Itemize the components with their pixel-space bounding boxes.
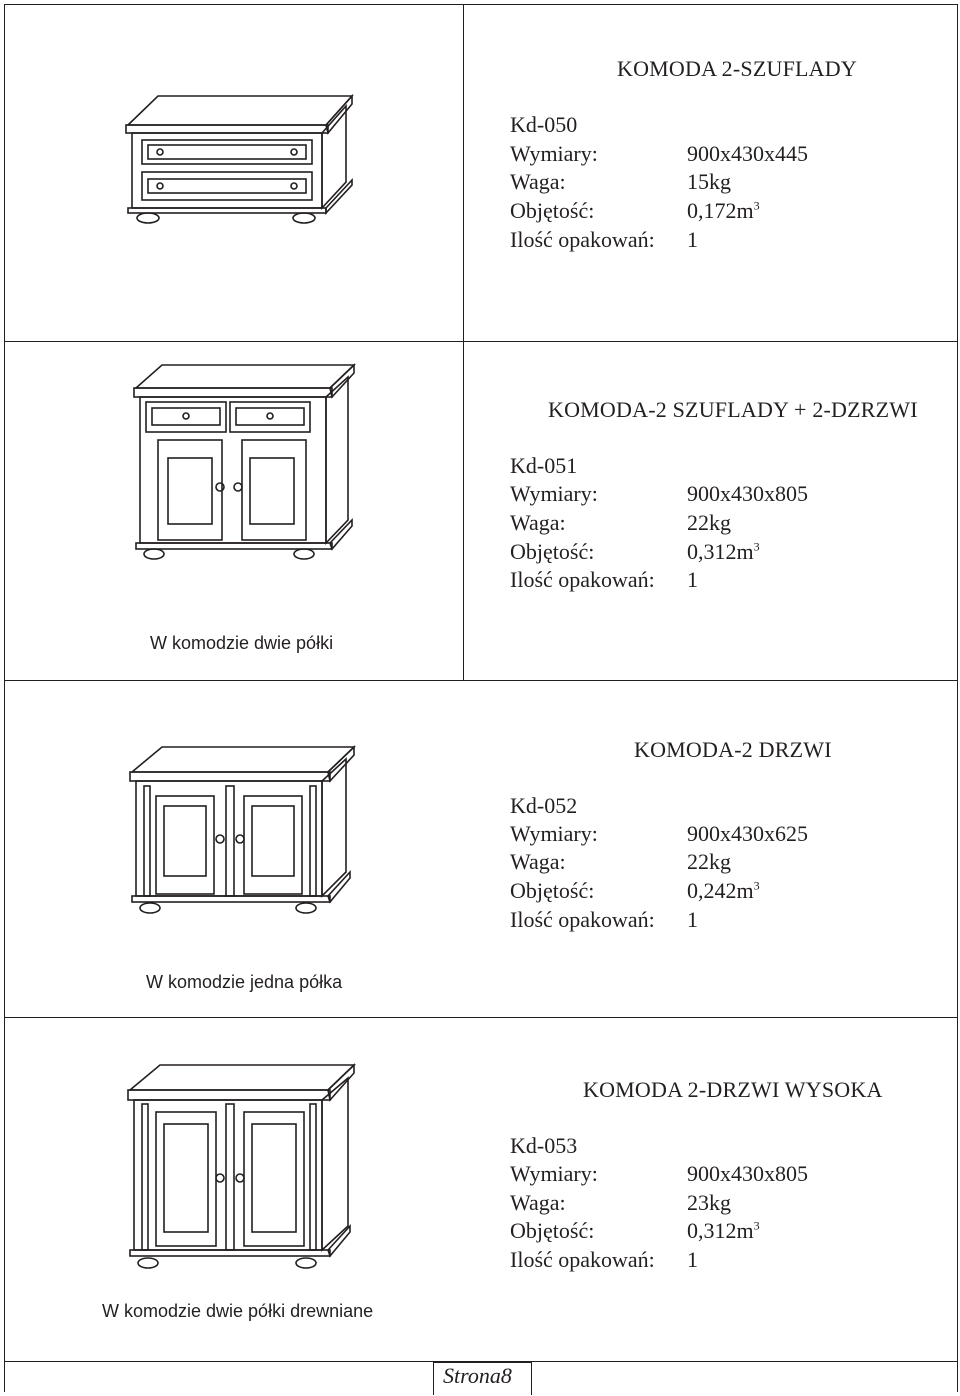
product-title: KOMODA-2 DRZWI (634, 737, 832, 762)
spec-value: 900x430x625 (687, 821, 808, 846)
spec-value: 15kg (687, 169, 731, 194)
tall-chest-two-doors-drawing (120, 1060, 365, 1275)
spec-label: Objętość: (510, 198, 595, 223)
product-title: KOMODA 2-DRZWI WYSOKA (583, 1077, 883, 1102)
grid-line-1 (4, 341, 958, 342)
volume-number: 0,242m (687, 878, 754, 903)
spec-value (687, 878, 760, 904)
product-note: W komodzie jedna półka (146, 972, 343, 992)
spec-label: Wymiary: (510, 1161, 598, 1186)
product-title: KOMODA-2 SZUFLADY + 2-DZRZWI (548, 397, 918, 422)
chest-two-drawers-two-doors-drawing (128, 360, 368, 565)
spec-label: Wymiary: (510, 821, 598, 846)
grid-line-right (957, 4, 958, 1392)
product-title: KOMODA 2-SZUFLADY (617, 56, 857, 81)
spec-label: Ilość opakowań: (510, 1247, 655, 1272)
spec-value (687, 198, 760, 224)
spec-label: Waga: (510, 510, 566, 535)
grid-line-top (4, 4, 958, 5)
chest-two-doors-drawing (124, 742, 364, 917)
spec-label: Waga: (510, 849, 566, 874)
volume-exponent: 3 (753, 539, 760, 554)
volume-number: 0,172m (687, 198, 754, 223)
page-label: Strona8 (443, 1363, 512, 1388)
spec-label: Objętość: (510, 878, 595, 903)
spec-value: 1 (687, 227, 698, 252)
spec-label: Wymiary: (510, 141, 598, 166)
spec-value: 900x430x445 (687, 141, 808, 166)
grid-line-2 (4, 680, 958, 681)
spec-value: 22kg (687, 510, 731, 535)
spec-value (687, 1218, 760, 1244)
spec-label: Wymiary: (510, 481, 598, 506)
grid-line-left (4, 4, 5, 1392)
volume-exponent: 3 (753, 1218, 760, 1233)
volume-exponent: 3 (753, 198, 760, 213)
product-code: Kd-051 (510, 453, 578, 478)
spec-value: 22kg (687, 849, 731, 874)
product-code: Kd-052 (510, 793, 578, 818)
spec-label: Waga: (510, 1190, 566, 1215)
spec-label: Waga: (510, 169, 566, 194)
grid-line-middle (463, 4, 464, 680)
spec-value: 1 (687, 1247, 698, 1272)
spec-label: Objętość: (510, 539, 595, 564)
spec-value: 1 (687, 567, 698, 592)
spec-value: 900x430x805 (687, 1161, 808, 1186)
spec-value: 1 (687, 907, 698, 932)
spec-label: Ilość opakowań: (510, 567, 655, 592)
spec-value (687, 539, 760, 565)
product-code: Kd-053 (510, 1133, 578, 1158)
product-code: Kd-050 (510, 112, 578, 137)
spec-value: 23kg (687, 1190, 731, 1215)
spec-label: Objętość: (510, 1218, 595, 1243)
product-note: W komodzie dwie półki drewniane (102, 1301, 374, 1321)
spec-value: 900x430x805 (687, 481, 808, 506)
volume-exponent: 3 (753, 878, 760, 893)
chest-of-two-drawers-drawing (120, 90, 360, 230)
grid-line-3 (4, 1017, 958, 1018)
volume-number: 0,312m (687, 539, 754, 564)
spec-label: Ilość opakowań: (510, 227, 655, 252)
spec-label: Ilość opakowań: (510, 907, 655, 932)
product-note: W komodzie dwie półki (150, 633, 334, 653)
volume-number: 0,312m (687, 1218, 754, 1243)
